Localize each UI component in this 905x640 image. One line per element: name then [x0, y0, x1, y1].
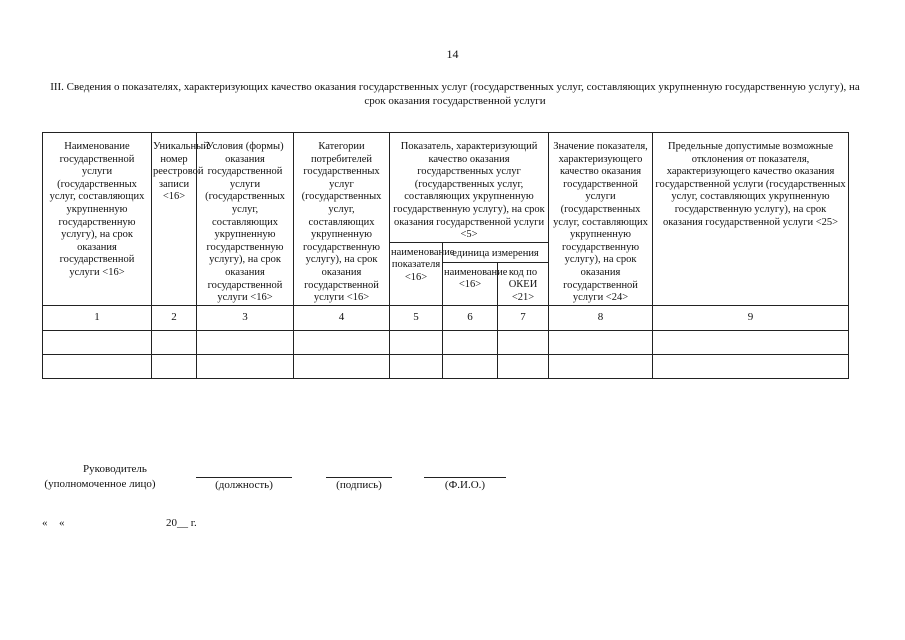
empty-cell[interactable] — [197, 330, 294, 354]
header-allowed-deviations: Предельные допустимые возможные отклонения от показателя, характеризующего качество оказания государственной услуги (государственных услуг, составляющих укрупненную государственную услугу), на срок оказания государственной услуги <25> — [653, 133, 849, 306]
column-number: 7 — [498, 305, 549, 330]
empty-cell[interactable] — [197, 354, 294, 378]
column-number: 2 — [152, 305, 197, 330]
empty-cell[interactable] — [653, 354, 849, 378]
header-consumer-categories: Категории потребителей государственных услуг (государственных услуг, составляющих укрупненную государственную услугу), на срок оказания государственной услуги <16> — [294, 133, 390, 306]
date-open-quote: « — [42, 517, 48, 529]
position-line[interactable] — [196, 477, 292, 478]
header-registry-number: Уникальный номер реестровой записи <16> — [152, 133, 197, 306]
empty-cell[interactable] — [43, 330, 152, 354]
column-number: 4 — [294, 305, 390, 330]
column-number: 5 — [390, 305, 443, 330]
signature-line[interactable] — [326, 477, 392, 478]
name-line[interactable] — [424, 477, 506, 478]
empty-cell[interactable] — [653, 330, 849, 354]
header-indicator-group: Показатель, характеризующий качество оказания государственных услуг (государственных услуг, составляющих укрупненную государственную услугу), на срок оказания государственной услуги <5> — [390, 133, 549, 243]
empty-cell[interactable] — [443, 330, 498, 354]
empty-cell[interactable] — [443, 354, 498, 378]
quality-indicators-table — [42, 132, 849, 379]
header-unit-group: единица измерения — [443, 242, 549, 262]
empty-cell[interactable] — [549, 330, 653, 354]
head-sub-label: (уполномоченное лицо) — [44, 478, 156, 490]
name-label: (Ф.И.О.) — [444, 479, 486, 491]
column-number: 8 — [549, 305, 653, 330]
empty-cell[interactable] — [152, 330, 197, 354]
column-number-row — [43, 305, 849, 330]
empty-cell[interactable] — [390, 354, 443, 378]
table-row — [43, 330, 849, 354]
table-row — [43, 354, 849, 378]
empty-cell[interactable] — [390, 330, 443, 354]
date-close-quote: « — [59, 517, 65, 529]
page-number: 14 — [446, 47, 459, 61]
column-number: 6 — [443, 305, 498, 330]
empty-cell[interactable] — [549, 354, 653, 378]
column-number: 3 — [197, 305, 294, 330]
empty-cell[interactable] — [152, 354, 197, 378]
header-okei-code: код по ОКЕИ <21> — [498, 262, 549, 305]
date-year: 20__ г. — [166, 517, 197, 529]
position-label: (должность) — [215, 479, 273, 491]
header-indicator-name: наименование показателя <16> — [390, 242, 443, 305]
header-conditions: Условия (формы) оказания государственной услуги (государственных услуг, составляющих укрупненную государственную услугу), на срок оказания государственной услуги <16> — [197, 133, 294, 306]
header-row-1 — [43, 133, 849, 243]
head-label: Руководитель — [83, 463, 147, 475]
header-indicator-value: Значение показателя, характеризующего качество оказания государственной услуги (государственных услуг, составляющих укрупненную государственную услугу), на срок оказания государственной услуги <24> — [549, 133, 653, 306]
section-heading: III. Сведения о показателях, характеризующих качество оказания государственных услуг (государственных услуг, составляющих укрупненную государственную услугу), на срок оказания государственной услуги — [50, 81, 860, 107]
empty-cell[interactable] — [498, 330, 549, 354]
column-number: 1 — [43, 305, 152, 330]
empty-cell[interactable] — [294, 330, 390, 354]
column-number: 9 — [653, 305, 849, 330]
empty-cell[interactable] — [498, 354, 549, 378]
signature-label: (подпись) — [336, 479, 382, 491]
header-service-name: Наименование государственной услуги (государственных услуг, составляющих укрупненную государственную услугу), на срок оказания государственной услуги <16> — [43, 133, 152, 306]
header-unit-name: наименование <16> — [443, 262, 498, 305]
empty-cell[interactable] — [43, 354, 152, 378]
empty-cell[interactable] — [294, 354, 390, 378]
